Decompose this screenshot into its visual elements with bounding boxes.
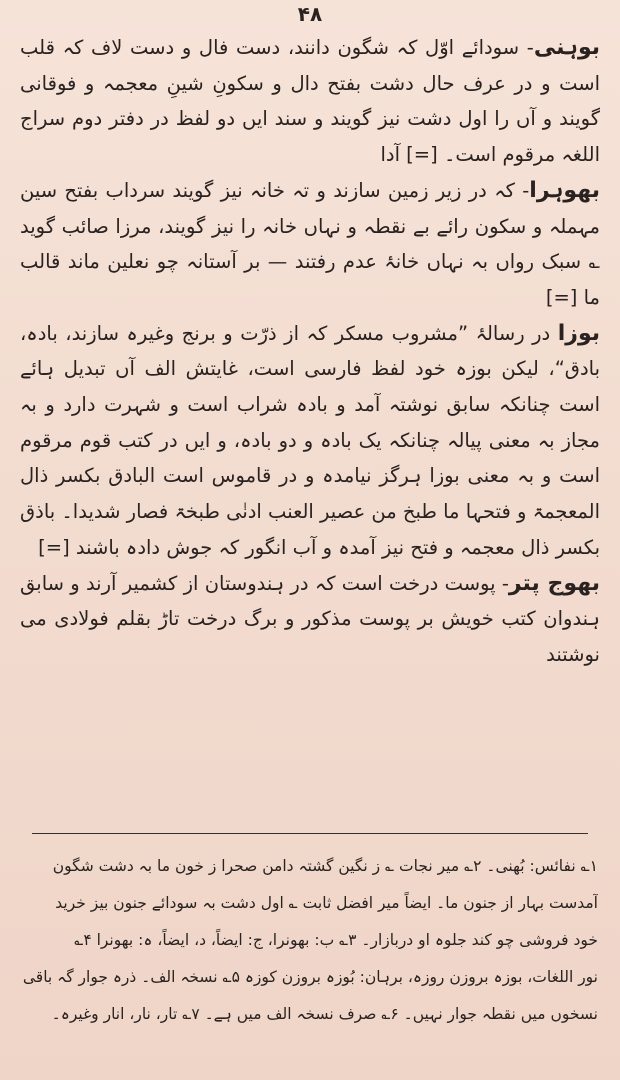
main-text xyxy=(20,30,600,820)
footnote-divider xyxy=(32,833,588,834)
entry-text: - پوست درخت است کہ در ہندوستان از کشمیر آرند و سابق ہندوان کتب خویش بر پوست مذکور و برگ درخت تاڑ بقلم فولادی می نوشتند xyxy=(20,571,600,666)
page-number: ۴۸ xyxy=(297,2,323,26)
entry-text: در رسالۂ ”مشروب مسکر کہ از ذرّت و برنج وغیرہ سازند، بادہ، بادق“، لیکن بوزہ خود لفظ فارسی است، غایتش الف آں تبدیل ہائے است چنانکہ سابق نوشتہ آمد و بادہ شراب است و شہرت دارد و بہ مجاز بہ معنی پیالہ چنانکہ یک بادہ و دو بادہ، و ایں در کتب قوم مرقوم است و بہ معنی بوزا ہرگز نیامدہ و در قاموس است البادق بکسر ذال المعجمۃ و فتحہا ما طبخ من عصیر العنب ادنٰی طبخۃ فصار شدیدا۔ باذق بکسر ذال معجمہ و فتح نیز آمدہ و آب انگور کہ جوش دادہ باشند [=] xyxy=(20,321,600,559)
entry-bhojpatar xyxy=(20,566,600,673)
headword: بھوہرا xyxy=(529,177,600,203)
footnote-line: آمدست بہار از جنون ما۔ ایضاً میر افضل ثابت ؎ اول دشت بہ سودائے جنون بیز خرید xyxy=(55,894,598,912)
entry-bohni xyxy=(20,30,600,173)
footnote-line: نور اللغات، بوزہ بروزن روزہ، برہان: بُوزہ بروزن کوزہ ۵؎ نسخہ الف۔ ذرہ جوار گہ باقی xyxy=(22,968,598,986)
headword: بوزا xyxy=(557,320,600,346)
footnote-line: ۱؎ نفائس: بُھنی۔ ۲؎ میر نجات ؎ ز نگین گشتہ دامن صحرا ز خون ما بہ دشت شگون xyxy=(52,857,598,875)
footnotes xyxy=(22,848,598,1070)
entry-text: - سودائے اوّل کہ شگون دانند، دست فال و دست لاف کہ قلب است و در عرف حال دشت بفتح دال و سکونِ شینِ معجمہ و فوقانی گویند و آں را اول دشت نیز گویند و سند ایں دو لفظ در دفتر دوم سراج اللغہ مرقوم است۔ [=] آدا xyxy=(20,36,600,167)
entry-text: - کہ در زیر زمین سازند و تہ خانہ نیز گویند سرداب بفتح سین مہملہ و سکون رائے بے نقطہ و نہاں خانہ را نیز گویند، مرزا صائب گوید ؎ سبک رواں بہ نہاں خانۂ عدم رفتند — بر آستانہ چو نعلین ماند قالب ما [=] xyxy=(20,178,600,309)
entry-bhohra xyxy=(20,173,600,316)
entry-boza xyxy=(20,316,600,566)
headword: بھوج پتر xyxy=(508,570,600,596)
footnote-line: نسخوں میں نقطہ جوار نہیں۔ ۶؎ صرف نسخہ الف میں ہے۔ ۷؎ تار، نار، انار وغیرہ۔ xyxy=(51,1005,598,1023)
headword: بوہنی xyxy=(533,35,600,60)
footnote-line: خود فروشی چو کند جلوہ او دربازار۔ ۳؎ ب: بھونرا، ج: ایضاً، د، ایضاً، ہ: بھونرا ۴؎ xyxy=(74,931,598,949)
